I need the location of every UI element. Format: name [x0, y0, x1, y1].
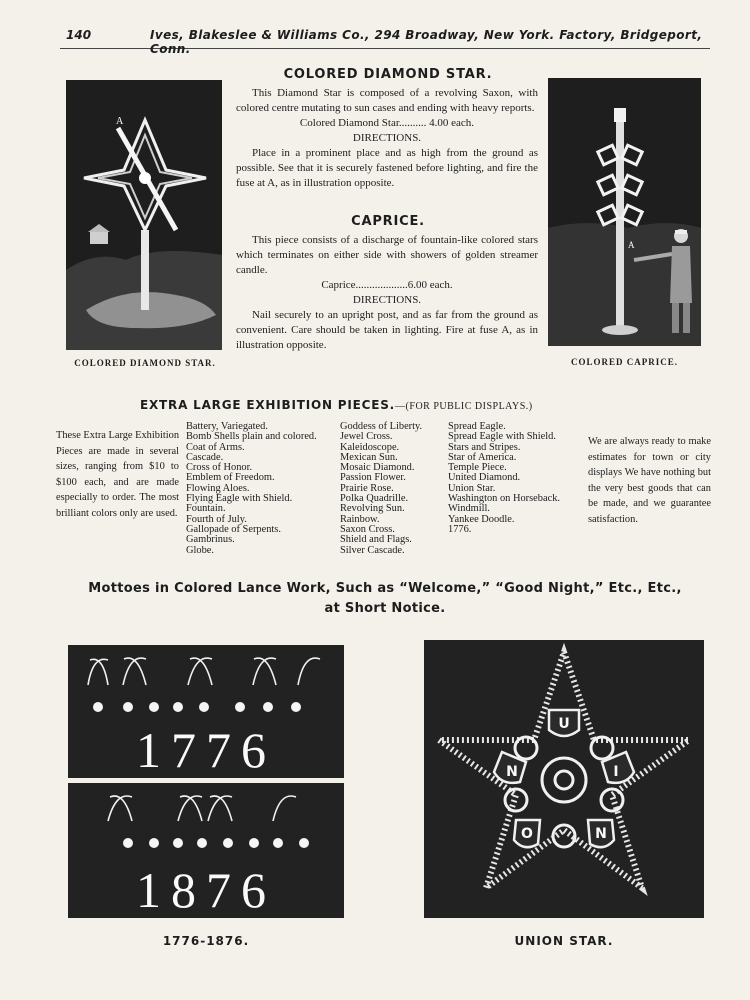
list-item: Revolving Sun. [340, 503, 405, 515]
union-star-caption: UNION STAR. [514, 934, 614, 948]
list-item: Mosaic Diamond. [340, 462, 415, 474]
diamond-star-title: COLORED DIAMOND STAR. [283, 67, 493, 82]
caprice-directions-heading: DIRECTIONS. [352, 294, 422, 306]
list-item: Globe. [186, 544, 214, 556]
list-item: Washington on Horseback. [448, 493, 560, 505]
union-star-drawing [424, 640, 704, 918]
mottoes-line-2: at Short Notice. [324, 601, 446, 616]
mottoes-line-1: Mottoes in Colored Lance Work, Such as “Welcome,” “Good Night,” Etc., Etc., [88, 581, 682, 596]
caprice-illustration [548, 78, 701, 346]
list-item: Passion Flower. [340, 472, 406, 484]
years-piece-caption: 1776-1876. [162, 934, 250, 948]
publisher-imprint: Ives, Blakeslee & Williams Co., 294 Broadway, New York. Factory, Bridgeport, Conn. [150, 28, 703, 56]
list-item: Battery, Variegated. [186, 421, 268, 432]
list-item: Jewel Cross. [340, 431, 393, 443]
list-item: Star of America. [448, 451, 517, 463]
diamond-star-illustration [66, 80, 222, 350]
list-item: Goddess of Liberty. [340, 421, 423, 432]
diamond-star-description: This Diamond Star is composed of a revolving Saxon, with colored centre mutating to sun cases and ending with heavy reports. [236, 87, 538, 114]
list-item: Coat of Arms. [186, 441, 245, 453]
exhibition-subtitle: —(FOR PUBLIC DISPLAYS.) [395, 401, 533, 412]
list-item: Prairie Rose. [340, 482, 394, 494]
lance-work-1876-drawing [68, 783, 344, 918]
lance-work-1776-drawing [68, 645, 344, 778]
list-item: Windmill. [448, 503, 491, 515]
diamond-star-directions: Place in a prominent place and as high from the ground as possible. See that it is securely fastened before lighting, and fire the fuse at A, as in illustration opposite. [236, 147, 538, 189]
list-item: United Diamond. [448, 472, 521, 484]
caprice-text [236, 233, 538, 353]
list-item: Flowing Aloes. [186, 482, 250, 494]
lance-work-1876-panel [68, 783, 344, 918]
page-number: 140 [66, 28, 92, 42]
list-item: Stars and Stripes. [448, 441, 521, 453]
list-item: Rainbow. [340, 513, 380, 525]
shield-letter: N [595, 826, 607, 842]
diamond-star-text [236, 86, 538, 191]
shield-letter: N [506, 764, 518, 780]
diamond-star-directions-heading: DIRECTIONS. [352, 132, 422, 144]
exhibition-title: EXTRA LARGE EXHIBITION PIECES. [140, 398, 396, 412]
list-item: Silver Cascade. [340, 544, 405, 556]
list-item: Spread Eagle with Shield. [448, 431, 556, 443]
union-star-panel [424, 640, 704, 918]
shield-letter: I [613, 764, 619, 780]
caprice-caption: COLORED CAPRICE. [570, 357, 678, 367]
caprice-title: CAPRICE. [351, 214, 425, 229]
shield-letter: O [521, 826, 533, 842]
list-item: Cascade. [186, 451, 224, 463]
list-item: Yankee Doodle. [448, 513, 515, 525]
caprice-drawing [548, 78, 701, 346]
diamond-star-caption: COLORED DIAMOND STAR. [74, 358, 216, 368]
list-item: Saxon Cross. [340, 523, 395, 535]
diamond-star-price: Colored Diamond Star.......... 4.00 each. [299, 117, 475, 129]
exhibition-list-column-2 [340, 422, 422, 556]
caprice-description: This piece consists of a discharge of fountain-like colored stars which terminates on either side with showers of golden streamer candle. [236, 234, 538, 276]
list-item: Gallopade of Serpents. [186, 523, 281, 535]
year-1876: 1876 [136, 862, 276, 918]
page-header [60, 22, 710, 56]
list-item: Fountain. [186, 503, 226, 515]
caprice-directions: Nail securely to an upright post, and as far from the ground as convenient. Care should be taken in lighting. Fire at fuse A, as in illustration opposite. [236, 309, 538, 351]
list-item: Fourth of July. [186, 513, 247, 525]
exhibition-list-column-1 [186, 422, 317, 556]
shield-letter: U [558, 716, 570, 732]
list-item: Polka Quadrille. [340, 493, 409, 505]
list-item: Bomb Shells plain and colored. [186, 431, 317, 443]
list-item: Shield and Flags. [340, 534, 412, 546]
exhibition-intro: These Extra Large Exhibition Pieces are made in several sizes, ranging from $10 to $100 each, and are made especially to order. The most brilliant colors only are used. [56, 430, 180, 519]
caprice-price: Caprice...................6.00 each. [321, 279, 453, 291]
list-item: Gambrinus. [186, 534, 235, 546]
exhibition-heading [140, 396, 640, 414]
lance-work-1776-panel [68, 645, 344, 778]
exhibition-list-column-3 [448, 422, 560, 535]
fuse-label-a: A [116, 116, 124, 127]
list-item: Cross of Honor. [186, 462, 253, 474]
list-item: 1776. [448, 523, 472, 535]
list-item: Mexican Sun. [340, 451, 398, 463]
year-1776: 1776 [136, 722, 276, 778]
list-item: Emblem of Freedom. [186, 472, 275, 484]
list-item: Union Star. [448, 482, 496, 494]
fuse-label-a: A [628, 240, 635, 250]
diamond-star-drawing [66, 80, 222, 350]
exhibition-estimates: We are always ready to make estimates for town or city displays We have nothing but the very best goods that can be made, and we guarantee satisfaction. [588, 436, 711, 525]
mottoes-heading [60, 579, 710, 619]
list-item: Spread Eagle. [448, 421, 506, 432]
list-item: Flying Eagle with Shield. [186, 493, 293, 505]
list-item: Kaleidoscope. [340, 441, 400, 453]
list-item: Temple Piece. [448, 462, 507, 474]
